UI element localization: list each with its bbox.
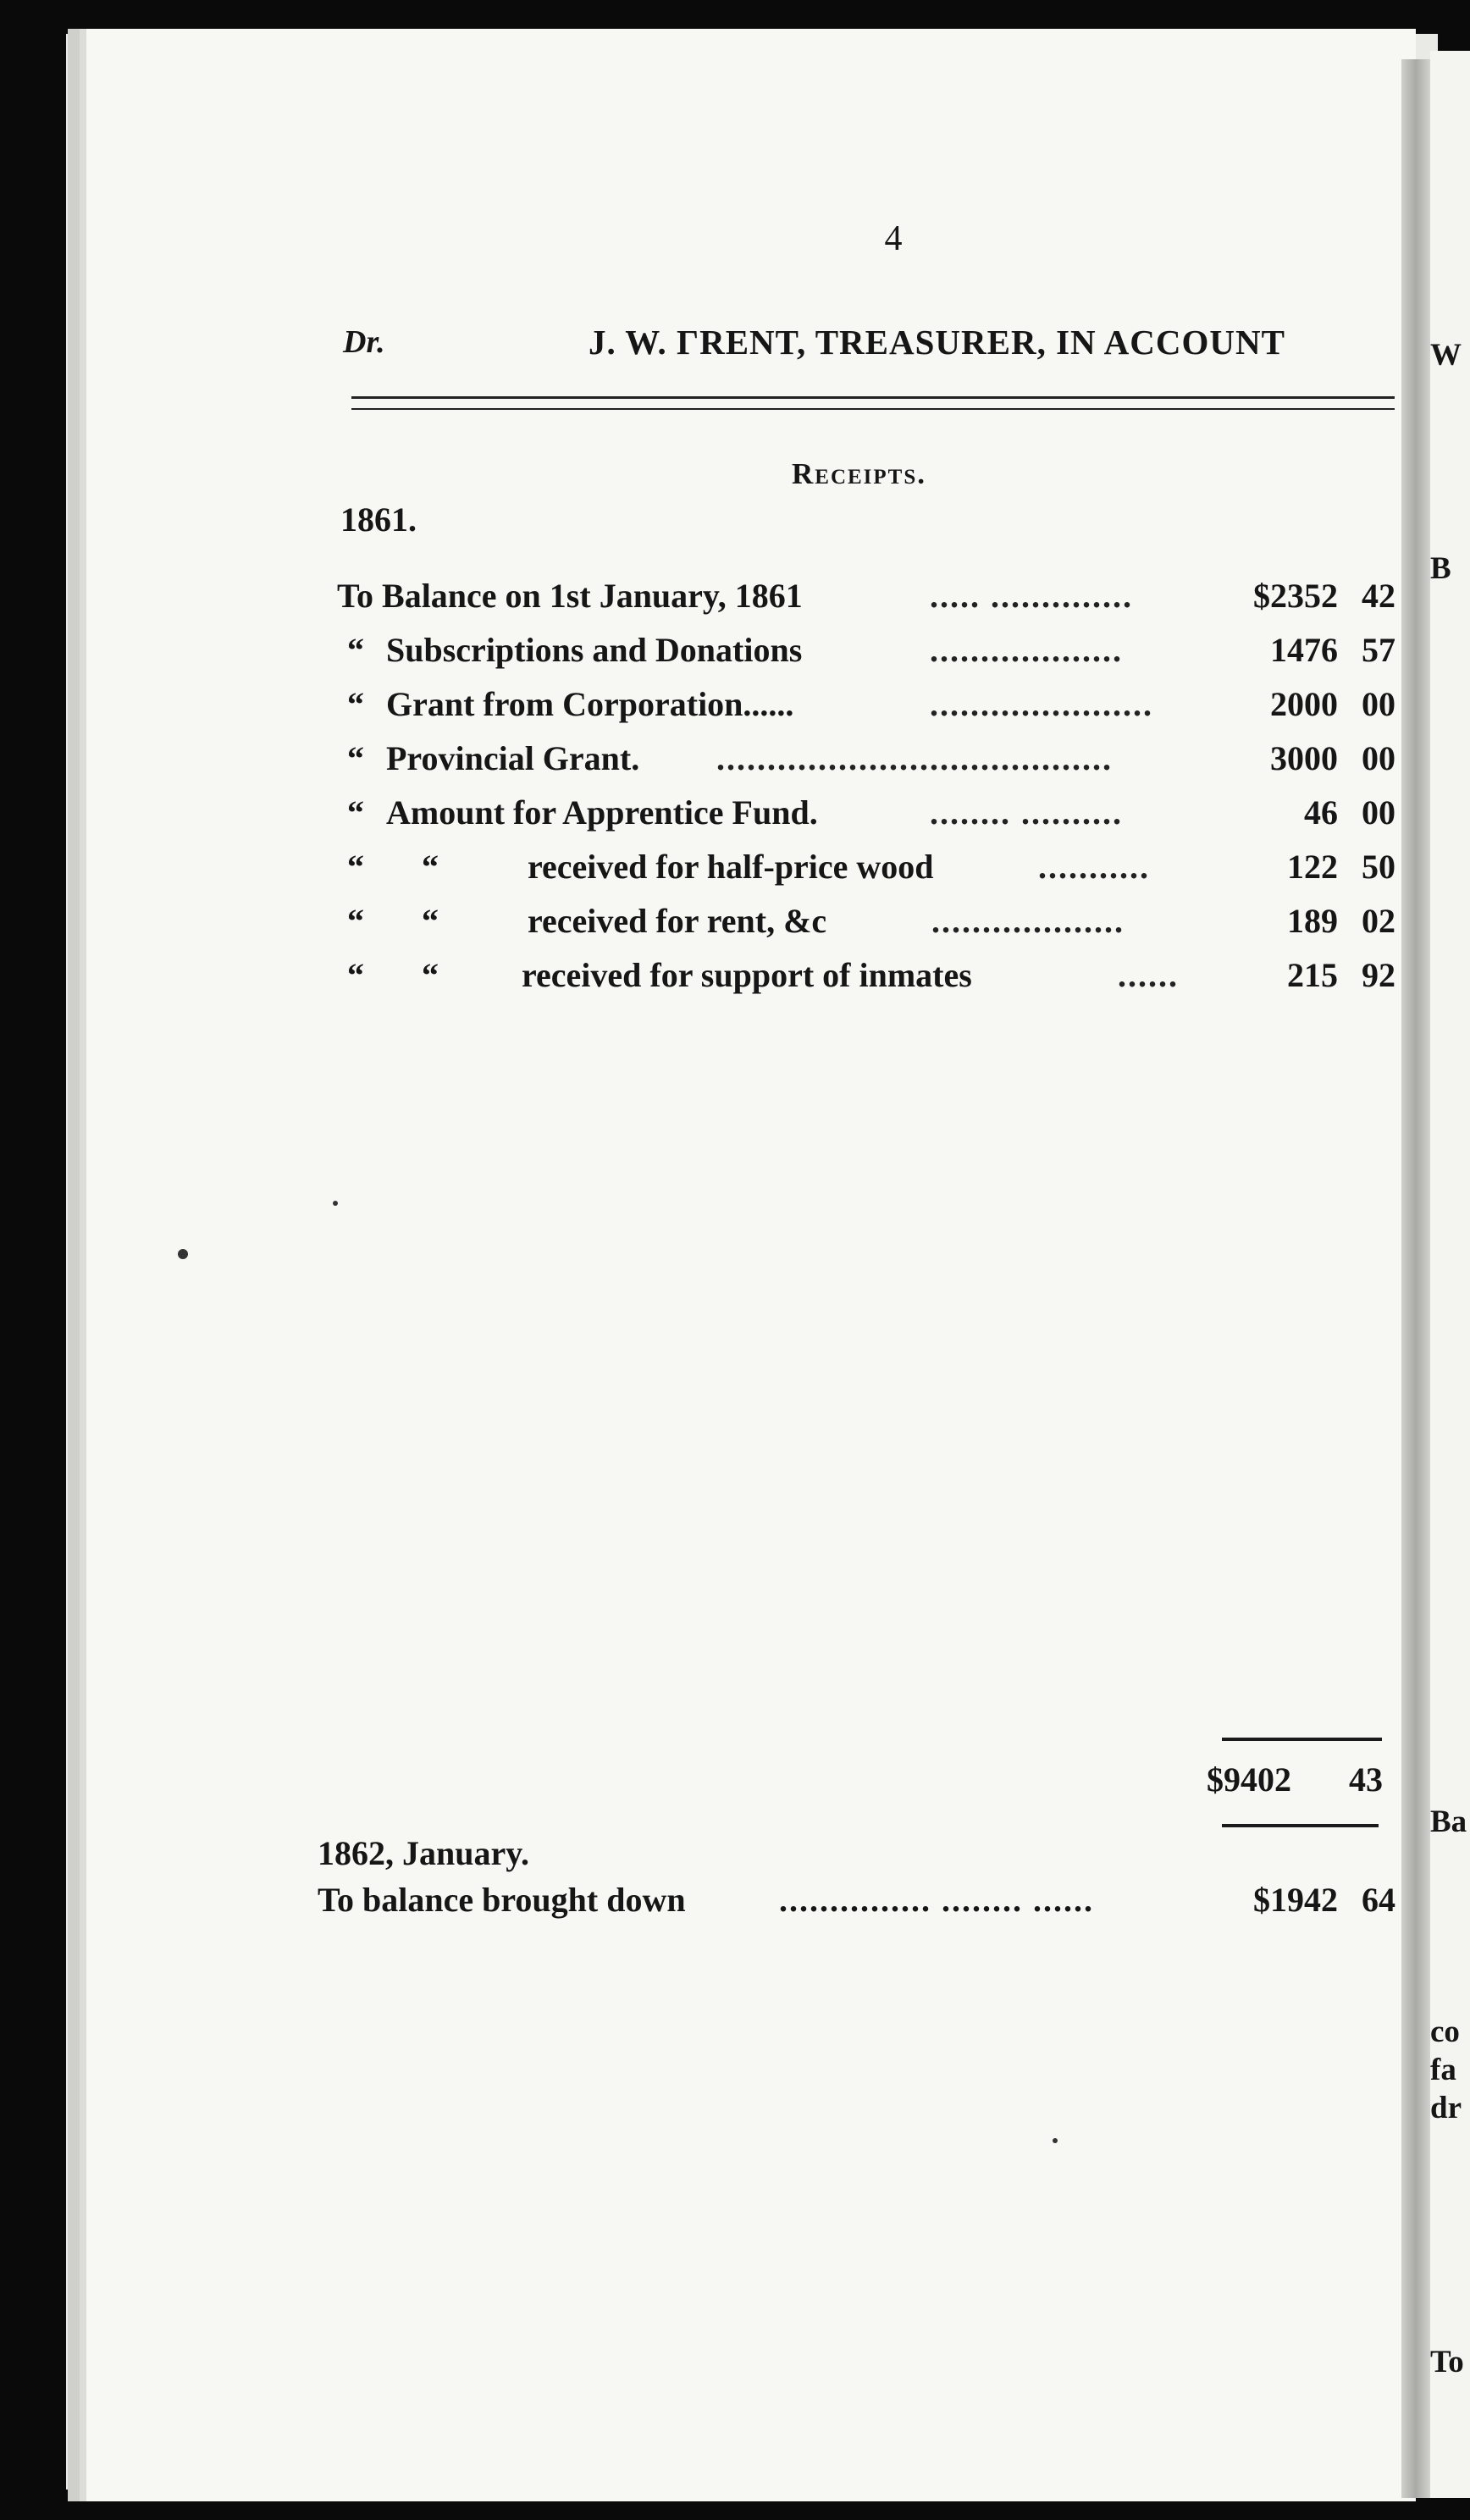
- ledger-page: [86, 29, 1416, 2501]
- entry-description: Amount for Apprentice Fund.: [386, 793, 818, 832]
- facing-fragment: To: [1430, 2345, 1464, 2379]
- receipts-ledger: [337, 576, 1395, 1009]
- account-title: J. W. ΓRENT, TREASURER, IN ACCOUNT: [589, 323, 1285, 362]
- entry-dollars: $1942: [1253, 1881, 1338, 1919]
- book-gutter: [1401, 59, 1430, 2498]
- entry-description: Grant from Corporation......: [386, 685, 794, 723]
- sum-rule: [1222, 1824, 1379, 1827]
- dot-leader: ..... ..............: [930, 577, 1133, 615]
- entry-dollars: 215: [1287, 956, 1338, 994]
- entry-dollars: 189: [1287, 902, 1338, 940]
- ditto-mark: “: [422, 848, 439, 886]
- entry-description: received for support of inmates: [522, 956, 972, 994]
- next-period-heading: 1862, January.: [318, 1834, 530, 1872]
- entry-description: Subscriptions and Donations: [386, 631, 803, 669]
- ditto-mark: “: [422, 902, 439, 940]
- entry-cents: 00: [1362, 685, 1395, 723]
- ditto-mark: “: [347, 793, 364, 832]
- entry-cents: 00: [1362, 739, 1395, 777]
- facing-fragment: dr: [1430, 2091, 1462, 2125]
- ink-speck: [333, 1201, 338, 1206]
- dot-leader: ............... ........ ......: [779, 1881, 1094, 1919]
- ledger-row: [337, 576, 1395, 630]
- entry-description: received for half-price wood: [528, 848, 934, 886]
- debit-label: Dr.: [343, 324, 385, 360]
- sum-rule: [1346, 1738, 1382, 1741]
- facing-fragment: co: [1430, 2014, 1460, 2049]
- facing-page-edge: [1430, 51, 1470, 2498]
- total-cents: 43: [1349, 1760, 1383, 1799]
- ditto-mark: “: [347, 631, 364, 669]
- ditto-mark: “: [347, 956, 364, 994]
- heading-rule-top: [351, 396, 1395, 399]
- ledger-row: [337, 901, 1395, 955]
- entry-cents: 50: [1362, 848, 1395, 886]
- ditto-mark: “: [347, 685, 364, 723]
- entry-cents: 42: [1362, 577, 1395, 615]
- dot-leader: ......: [1118, 956, 1179, 994]
- dot-leader: ......................: [930, 685, 1153, 723]
- entry-cents: 64: [1362, 1881, 1395, 1919]
- entry-cents: 92: [1362, 956, 1395, 994]
- dot-leader: ...................: [930, 631, 1123, 669]
- ink-speck: [1053, 2138, 1058, 2143]
- entry-description: To Balance on 1st January, 1861: [337, 577, 803, 615]
- dot-leader: ...........: [1038, 848, 1150, 886]
- entry-cents: 57: [1362, 631, 1395, 669]
- entry-description: Provincial Grant.: [386, 739, 640, 777]
- section-title: Receipts.: [792, 457, 927, 490]
- facing-fragment: B: [1430, 551, 1451, 586]
- ditto-mark: “: [347, 848, 364, 886]
- ink-speck: [178, 1249, 188, 1259]
- dot-leader: ...................: [931, 902, 1125, 940]
- entry-dollars: 2000: [1270, 685, 1338, 723]
- facing-fragment: Ba: [1430, 1804, 1467, 1839]
- page-number: 4: [884, 219, 903, 258]
- year-label: 1861.: [340, 500, 417, 539]
- ledger-row: [337, 955, 1395, 1009]
- entry-cents: 00: [1362, 793, 1395, 832]
- ledger-row: [337, 738, 1395, 793]
- ledger-row: [337, 793, 1395, 847]
- facing-fragment: W: [1430, 338, 1462, 373]
- ledger-row: [337, 684, 1395, 738]
- entry-description: received for rent, &c: [528, 902, 827, 940]
- facing-fragment: fa: [1430, 2053, 1456, 2087]
- entry-dollars: 46: [1304, 793, 1338, 832]
- entry-dollars: 1476: [1270, 631, 1338, 669]
- entry-dollars: 3000: [1270, 739, 1338, 777]
- ditto-mark: “: [422, 956, 439, 994]
- entry-dollars: $2352: [1253, 577, 1338, 615]
- ditto-mark: “: [347, 739, 364, 777]
- heading-rule-bottom: [351, 408, 1395, 410]
- dot-leader: ........ ..........: [930, 793, 1123, 832]
- balance-brought-down-row: [318, 1880, 1395, 1931]
- dot-leader: .......................................: [716, 739, 1113, 777]
- entry-cents: 02: [1362, 902, 1395, 940]
- ledger-row: [337, 630, 1395, 684]
- entry-dollars: 122: [1287, 848, 1338, 886]
- entry-description: To balance brought down: [318, 1881, 686, 1919]
- ledger-row: [337, 847, 1395, 901]
- ditto-mark: “: [347, 902, 364, 940]
- total-dollars: $9402: [1207, 1760, 1291, 1799]
